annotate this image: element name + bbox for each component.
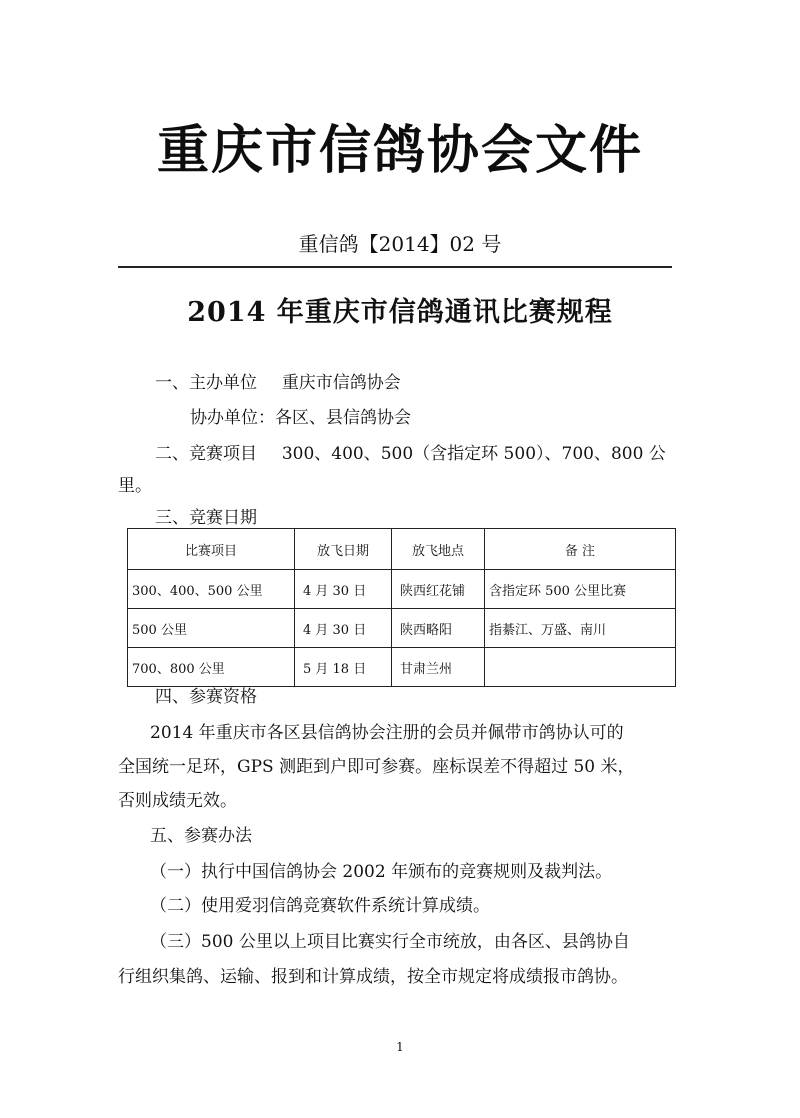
schedule-table — [127, 528, 676, 687]
table-row — [128, 609, 676, 648]
regulation-title: 2014 年重庆市信鸽通讯比赛规程 — [187, 297, 613, 328]
eligibility-line-2: 全国统一足环，GPS 测距到户即可参赛。座标误差不得超过 50 米， — [118, 757, 635, 777]
method-item-2: （二）使用爱羽信鸽竞赛软件系统计算成绩。 — [150, 896, 490, 916]
eligibility-label: 四、参赛资格 — [155, 687, 257, 707]
organizer-line — [155, 368, 401, 393]
table-header-row — [128, 529, 676, 570]
table-cell: 4 月 30 日 — [295, 570, 392, 609]
table-cell: 500 公里 — [128, 609, 295, 648]
organizer-value: 重庆市信鸽协会 — [281, 373, 401, 393]
table-header-cell: 放飞日期 — [295, 529, 392, 570]
table-cell: 含指定环 500 公里比赛 — [485, 570, 676, 609]
method-item-3-cont: 行组织集鸽、运输、报到和计算成绩，按全市规定将成绩报市鸽协。 — [118, 967, 628, 987]
method-item-3: （三）500 公里以上项目比赛实行全市统放，由各区、县鸽协自 — [150, 932, 630, 952]
table-header-cell: 备 注 — [485, 529, 676, 570]
dates-label: 三、竞赛日期 — [155, 508, 257, 528]
eligibility-line-3: 否则成绩无效。 — [118, 791, 237, 811]
table-cell: 陕西红花铺 — [392, 570, 485, 609]
table-header-cell: 放飞地点 — [392, 529, 485, 570]
table-cell: 甘肃兰州 — [392, 648, 485, 687]
document-number: 重信鸽【2014】02 号 — [298, 232, 502, 256]
document-header-title: 重庆市信鸽协会文件 — [156, 120, 643, 181]
table-cell: 5 月 18 日 — [295, 648, 392, 687]
organizer-label: 一、主办单位 — [155, 373, 257, 393]
eligibility-line-1: 2014 年重庆市各区县信鸽协会注册的会员并佩带市鸽协认可的 — [150, 723, 624, 743]
events-continuation: 里。 — [118, 476, 152, 496]
co-organizer-label: 协办单位： — [190, 408, 275, 428]
table-cell — [485, 648, 676, 687]
table-cell: 4 月 30 日 — [295, 609, 392, 648]
page-number: 1 — [396, 1040, 404, 1054]
table-cell: 700、800 公里 — [128, 648, 295, 687]
method-label: 五、参赛办法 — [150, 826, 252, 846]
table-row — [128, 648, 676, 687]
events-value: 300、400、500（含指定环 500）、700、800 公 — [281, 444, 666, 464]
table-row — [128, 570, 676, 609]
method-item-1: （一）执行中国信鸽协会 2002 年颁布的竞赛规则及裁判法。 — [150, 862, 613, 882]
table-cell: 300、400、500 公里 — [128, 570, 295, 609]
header-divider — [118, 266, 672, 268]
table-cell: 指綦江、万盛、南川 — [485, 609, 676, 648]
table-cell: 陕西略阳 — [392, 609, 485, 648]
table-header-cell: 比赛项目 — [128, 529, 295, 570]
co-organizer-line — [190, 403, 411, 428]
co-organizer-value: 各区、县信鸽协会 — [275, 408, 411, 428]
events-label: 二、竞赛项目 — [155, 444, 257, 464]
events-line — [155, 439, 666, 464]
